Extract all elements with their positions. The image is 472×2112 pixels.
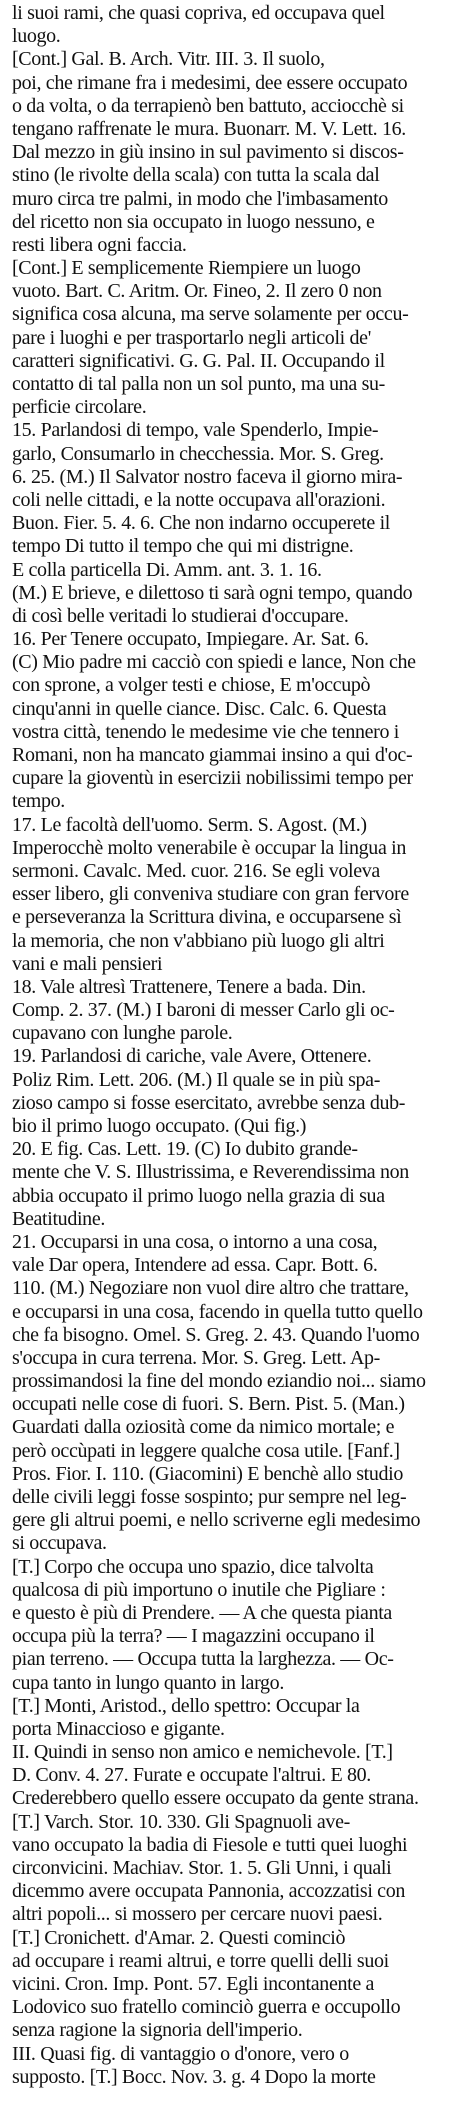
text-line: (M.) E brieve, e dilettoso ti sarà ogni tempo, quando (12, 581, 413, 604)
text-line: vano occupato la badia di Fiesole e tutti quei luoghi (12, 1833, 408, 1856)
text-line: qualcosa di più importuno o inutile che Pigliare : (12, 1578, 386, 1601)
text-line: e occuparsi in una cosa, facendo in quella tutto quello (12, 1300, 423, 1323)
text-line: senza ragione la signoria dell'imperio. (12, 2019, 303, 2042)
text-line: 17. Le facoltà dell'uomo. Serm. S. Agost. (M.) (12, 813, 367, 836)
text-line: muro circa tre palmi, in modo che l'imbasamento (12, 187, 388, 210)
text-line: [Cont.] Gal. B. Arch. Vitr. III. 3. Il suolo, (12, 48, 325, 71)
text-line: tempo. (12, 790, 65, 813)
text-line: 18. Vale altresì Trattenere, Tenere a bada. Din. (12, 975, 366, 998)
text-line: D. Conv. 4. 27. Furate e occupate l'altrui. E 80. (12, 1764, 371, 1787)
text-line: Romani, non ha mancato giammai insino a qui d'oc- (12, 744, 413, 766)
text-line: perficie circolare. (12, 396, 147, 419)
text-line: mente che V. S. Illustrissima, e Reverendissima non (12, 1161, 409, 1184)
text-line: s'occupa in cura terrena. Mor. S. Greg. Lett. Ap- (12, 1346, 380, 1369)
text-line: poi, che rimane fra i medesimi, dee essere occupato (12, 71, 408, 94)
text-line: stino (le rivolte della scala) con tutta la scala dal (12, 164, 380, 187)
text-line: circonvicini. Machiav. Stor. 1. 5. Gli Unni, i quali (12, 1857, 392, 1879)
text-line: o da volta, o da terrapienò ben battuto, acciocchè si (12, 94, 404, 117)
text-line: Dal mezzo in giù insino in sul pavimento si discos- (12, 141, 404, 164)
text-line: di così belle veritadi lo studierai d'occupare. (12, 604, 349, 627)
text-line: occupa più la terra? — I magazzini occupano il (12, 1625, 375, 1648)
text-line: gere gli altrui poemi, e nello scriverne egli medesimo (12, 1509, 421, 1532)
text-line: abbia occupato il primo luogo nella grazia di sua (12, 1184, 385, 1207)
text-line: garlo, Consumarlo in checchessia. Mor. S. Greg. (12, 442, 384, 465)
text-line: altri popoli... si mossero per cercare nuovi paesi. (12, 1903, 383, 1926)
text-line: [T.] Varch. Stor. 10. 330. Gli Spagnuoli ave- (12, 1810, 350, 1833)
text-line: 19. Parlandosi di cariche, vale Avere, Ottenere. (12, 1045, 372, 1068)
text-line: [T.] Corpo che occupa uno spazio, dice talvolta (12, 1555, 374, 1578)
text-line: [T.] Cronichett. d'Amar. 2. Questi cominciò (12, 1926, 346, 1949)
text-line: vicini. Cron. Imp. Pont. 57. Egli incontanente a (12, 1972, 375, 1995)
text-line: resti libera ogni faccia. (12, 233, 187, 256)
text-line: ad occupare i reami altrui, e torre quelli delli suoi (12, 1949, 389, 1972)
text-line: 110. (M.) Negoziare non vuol dire altro che trattare, (12, 1277, 409, 1300)
text-line: con sprone, a volger testi e chiose, E m'occupò (12, 674, 371, 697)
text-line: 16. Per Tenere occupato, Impiegare. Ar. Sat. 6. (12, 628, 369, 651)
text-line: 21. Occuparsi in una cosa, o intorno a una cosa, (12, 1230, 378, 1253)
text-line: zioso campo si fosse esercitato, avrebbe senza dub- (12, 1091, 406, 1114)
text-line: luogo. (12, 25, 61, 48)
text-line: cupa tanto in lungo quanto in largo. (12, 1671, 284, 1694)
text-line: tempo Di tutto il tempo che qui mi distrigne. (12, 535, 354, 558)
text-line: però occùpati in leggere qualche cosa utile. [Fanf.] (12, 1439, 400, 1462)
text-line: tengano raffrenate le mura. Buonarr. M. V. Lett. 16. (12, 117, 406, 140)
text-line: II. Quindi in senso non amico e nemichevole. [T.] (12, 1741, 393, 1764)
text-line: occupati nelle cose di fuori. S. Bern. Pist. 5. (Man.) (12, 1393, 405, 1416)
text-line: cupare la gioventù in esercizii nobilissimi tempo per (12, 767, 413, 790)
text-line: del ricetto non sia occupato in luogo nessuno, e (12, 210, 375, 233)
text-line: 20. E fig. Cas. Lett. 19. (C) Io dubito grande- (12, 1138, 358, 1161)
text-line: Beatitudine. (12, 1207, 105, 1230)
text-line: esser libero, gli conveniva studiare con gran fervore (12, 883, 409, 906)
text-line: caratteri significativi. G. G. Pal. II. Occupando il (12, 349, 385, 372)
text-line: che fa bisogno. Omel. S. Greg. 2. 43. Quando l'uomo (12, 1323, 420, 1346)
text-line: cupavano con lunghe parole. (12, 1022, 233, 1045)
text-line: si occupava. (12, 1532, 107, 1555)
text-line: cinqu'anni in quelle ciance. Disc. Calc. 6. Questa (12, 697, 387, 720)
text-line: porta Minaccioso e gigante. (12, 1717, 225, 1740)
text-line: [Cont.] E semplicemente Riempiere un luogo (12, 257, 361, 280)
text-line: sermoni. Cavalc. Med. cuor. 216. Se egli voleva (12, 859, 380, 882)
text-line: Lodovico suo fratello cominciò guerra e occupollo (12, 1996, 401, 2019)
text-line: pian terreno. — Occupa tutta la larghezza. — Oc- (12, 1648, 394, 1671)
text-line: bio il primo luogo occupato. (Qui fig.) (12, 1115, 307, 1137)
text-line: Poliz Rim. Lett. 206. (M.) Il quale se in più spa- (12, 1068, 380, 1091)
text-line: (C) Mio padre mi cacciò con spiedi e lance, Non che (12, 651, 416, 674)
text-line: li suoi rami, che quasi copriva, ed occupava quel (12, 2, 385, 24)
text-line: significa cosa alcuna, ma serve solamente per occu- (12, 303, 409, 326)
text-line: [T.] Monti, Aristod., dello spettro: Occupar la (12, 1694, 360, 1717)
text-line: prossimandosi la fine del mondo eziandio noi... siamo (12, 1370, 426, 1393)
text-line (12, 2089, 464, 2112)
text-line: coli nelle cittadi, e la notte occupava all'orazioni. (12, 488, 386, 511)
text-line: vostra città, tenendo le medesime vie che tennero i (12, 720, 399, 743)
text-line: e perseveranza la Scrittura divina, e occuparsene sì (12, 906, 402, 929)
text-line: Crederebbero quello essere occupato da gente strana. (12, 1787, 419, 1810)
text-line: Comp. 2. 37. (M.) I baroni di messer Carlo gli oc- (12, 999, 395, 1022)
text-line: vani e mali pensieri (12, 952, 163, 975)
text-line: Pros. Fior. I. 110. (Giacomini) E benchè allo studio (12, 1462, 403, 1485)
text-line: E colla particella Di. Amm. ant. 3. 1. 16. (12, 558, 322, 581)
text-line: vuoto. Bart. C. Aritm. Or. Fineo, 2. Il zero 0 non (12, 280, 382, 303)
text-line: la memoria, che non v'abbiano più luogo gli altri (12, 929, 385, 952)
text-line: Guardati dalla oziosità come da nimico mortale; e (12, 1416, 395, 1439)
text-line: dicemmo avere occupata Pannonia, accozzatisi con (12, 1880, 406, 1903)
text-line: III. Quasi fig. di vantaggio o d'onore, vero o (12, 2042, 349, 2065)
text-line: contatto di tal palla non un sol punto, ma una su- (12, 373, 385, 395)
text-line: delle civili leggi fosse sospinto; pur sempre nel leg- (12, 1486, 407, 1508)
text-line: pare i luoghi e per trasportarlo negli articoli de' (12, 326, 371, 349)
dictionary-entry-text (12, 2, 464, 2112)
text-line: 6. 25. (M.) Il Salvator nostro faceva il giorno mira- (12, 465, 403, 488)
text-line: e questo è più di Prendere. — A che questa pianta (12, 1601, 392, 1624)
text-line: 15. Parlandosi di tempo, vale Spenderlo, Impie- (12, 419, 379, 442)
text-line: Buon. Fier. 5. 4. 6. Che non indarno occuperete il (12, 512, 390, 535)
text-line: Imperocchè molto venerabile è occupar la lingua in (12, 836, 406, 859)
text-line: vale Dar opera, Intendere ad essa. Capr. Bott. 6. (12, 1254, 378, 1277)
text-line: supposto. [T.] Bocc. Nov. 3. g. 4 Dopo la morte (12, 2065, 376, 2088)
